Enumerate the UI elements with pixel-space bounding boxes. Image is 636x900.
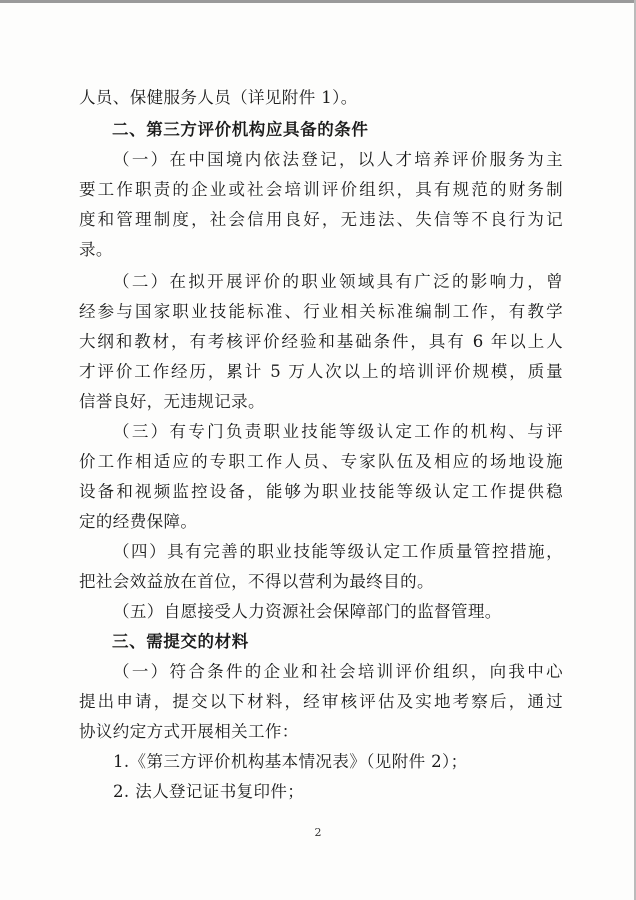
text-line: 要工作职责的企业或社会培训评价组织，具有规范的财务制 (79, 180, 563, 199)
text-line: 设备和视频监控设备，能够为职业技能等级认定工作提供稳 (79, 482, 563, 501)
text-line: 定的经费保障。 (79, 512, 198, 531)
text-line: （二）在拟开展评价的职业领域具有广泛的影响力，曾 (113, 272, 563, 291)
section-heading: 三、需提交的材料 (112, 632, 249, 651)
page-number: 2 (314, 826, 322, 839)
list-item: 2. 法人登记证书复印件； (113, 782, 305, 801)
text-line: （一）符合条件的企业和社会培训评价组织，向我中心 (113, 662, 563, 681)
text-line: 协议约定方式开展相关工作： (79, 722, 299, 741)
text-line: 把社会效益放在首位，不得以营利为最终目的。 (79, 572, 434, 591)
text-line: 大纲和教材，有考核评价经验和基础条件，具有 6 年以上人 (79, 332, 563, 351)
text-line: 信誉良好，无违规记录。 (79, 392, 265, 411)
list-item: 1.《第三方评价机构基本情况表》（见附件 2）； (113, 752, 468, 771)
text-line: 经参与国家职业技能标准、行业相关标准编制工作，有教学 (79, 302, 563, 321)
text-line: 录。 (79, 240, 113, 259)
text-line: 度和管理制度，社会信用良好，无违法、失信等不良行为记 (79, 210, 563, 229)
scan-top-edge (0, 0, 636, 3)
text-line: 人员、保健服务人员（详见附件 1）。 (79, 88, 358, 107)
text-line: （一）在中国境内依法登记，以人才培养评价服务为主 (113, 150, 563, 169)
text-line: 提出申请，提交以下材料，经审核评估及实地考察后，通过 (79, 692, 563, 711)
text-line: 价工作相适应的专职工作人员、专家队伍及相应的场地设施 (79, 452, 563, 471)
text-line: 才评价工作经历，累计 5 万人次以上的培训评价规模，质量 (79, 362, 563, 381)
text-line: （五）自愿接受人力资源社会保障部门的监督管理。 (113, 602, 502, 621)
text-line: （三）有专门负责职业技能等级认定工作的机构、与评 (113, 422, 563, 441)
section-heading: 二、第三方评价机构应具备的条件 (112, 120, 369, 139)
text-line: （四）具有完善的职业技能等级认定工作质量管控措施， (113, 542, 563, 561)
